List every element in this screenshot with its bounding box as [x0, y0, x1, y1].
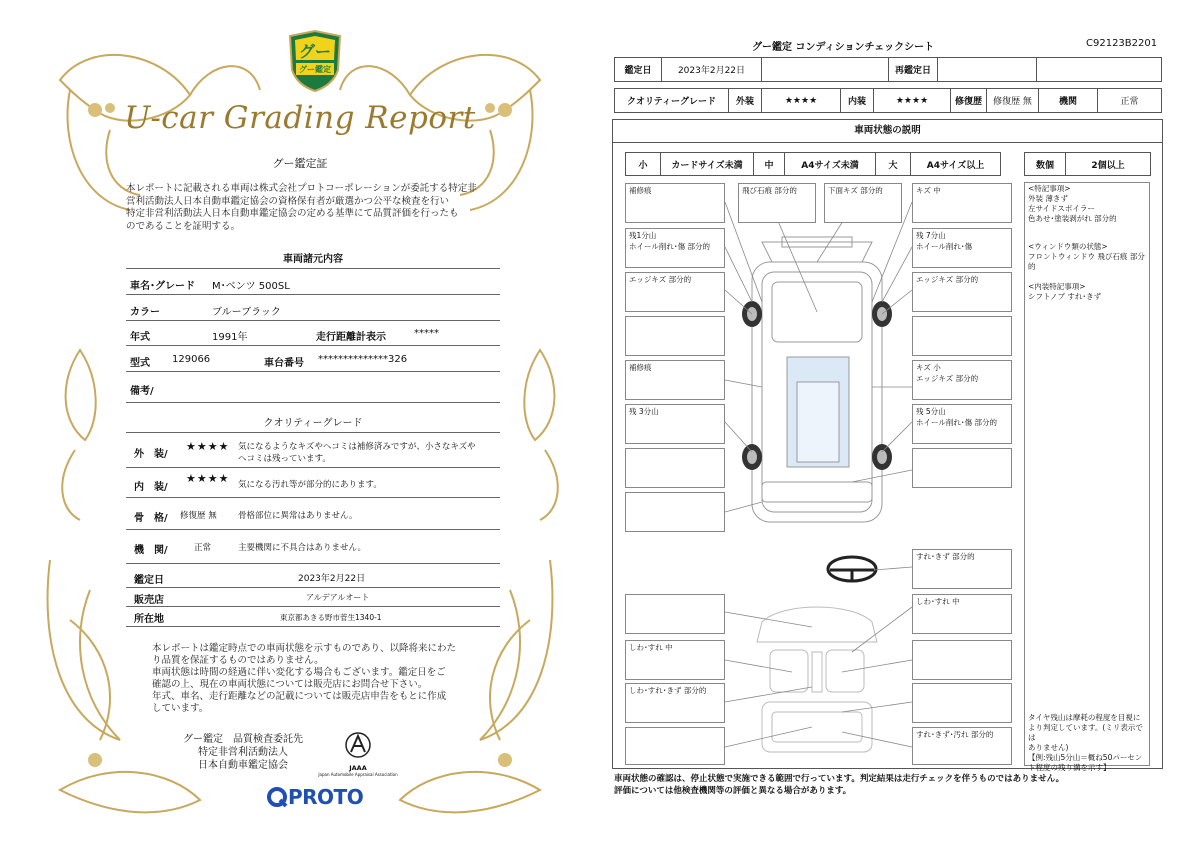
intro-line: 特定非営利活動法人日本自動車鑑定協会の定める基準にて品質評価を行ったも [126, 208, 459, 219]
intro-paragraph [126, 183, 506, 233]
exterior-text: ヘコミは残っています。 [238, 454, 331, 464]
interior-diagram [757, 607, 877, 752]
year-value: 1991年 [212, 332, 248, 343]
jaaa-text: JAAA [349, 764, 367, 772]
info-row-address [126, 607, 500, 627]
date-value: 2023年2月22日 [298, 574, 366, 584]
damage-box [912, 448, 1012, 488]
spec-header: 車両諸元内容 [283, 254, 343, 265]
goo-kantei-logo [286, 30, 344, 92]
issuer-line: 特定非営利活動法人 [198, 747, 288, 758]
damage-text: ホイール削れ･傷 部分的 [629, 242, 710, 251]
damage-box [912, 183, 1012, 223]
ext-label: 外装 [728, 88, 762, 113]
size-large: 大 [875, 152, 911, 176]
size-large-desc: A4サイズ以上 [910, 152, 1001, 176]
section-title: 車両状態の説明 [612, 119, 1163, 143]
tire-note-line: より判定しています。(ミリ表示では [1028, 723, 1143, 742]
disclaimer-line: 確認の上、現在の車両状態については販売店にお問合せ下さい。 [152, 679, 428, 690]
int-label: 内装 [840, 88, 874, 113]
intro-line: 営利活動法人日本自動車鑑定協会の資格保有者が厳選かつ公平な検査を行い [126, 195, 450, 207]
spec-row-name [126, 270, 500, 295]
engine-label: 機 関/ [134, 545, 168, 556]
date-label: 鑑定日 [614, 57, 662, 82]
disclaimer-line: しています。 [152, 703, 209, 714]
grade-row-interior [126, 468, 500, 498]
model-value: 129066 [172, 354, 211, 365]
note-spacer [1028, 224, 1150, 242]
info-row-dealer [126, 588, 500, 607]
note-line: フロントウィンドウ 飛び石痕 部分的 [1028, 252, 1145, 271]
footer-note-2: 評価については他検査機関等の評価と異なる場合があります。 [614, 786, 852, 796]
logo-text: グー鑑定 [299, 65, 331, 74]
grade-row-engine [126, 530, 500, 564]
proto-logo [266, 784, 363, 810]
certificate-subtitle: グー鑑定証 [272, 157, 328, 170]
damage-text: 残 3分山 [629, 407, 659, 416]
damage-box [912, 727, 1012, 765]
proto-q-icon [266, 786, 288, 808]
damage-text: すれ･きず 部分的 [916, 552, 975, 561]
jaaa-emblem-icon [343, 730, 373, 760]
repair-value: 修復歴 無 [986, 88, 1039, 113]
damage-box [625, 727, 725, 765]
qg-label: クオリティーグレード [614, 88, 729, 113]
damage-text: 補修痕 [629, 186, 652, 195]
report-title: U-car Grading Report [124, 100, 476, 136]
steering-wheel-icon [828, 557, 876, 581]
spec-row-remarks [126, 373, 500, 403]
date-label: 鑑定日 [134, 575, 164, 586]
frame-value: 修復歴 無 [180, 511, 217, 521]
exterior-stars: ★★★★ [186, 440, 230, 453]
mileage-value: ***** [414, 328, 439, 339]
engine-value: 正常 [1097, 88, 1162, 113]
note-line: シフトノブ すれ･きず [1028, 292, 1102, 301]
damage-box [625, 228, 725, 268]
damage-text: 補修痕 [629, 363, 652, 372]
engine-value: 正常 [194, 543, 212, 553]
note-line: 左サイドスポイラー [1028, 204, 1095, 213]
damage-text: キズ 中 [916, 186, 941, 195]
name-label: 車名･グレード [130, 281, 195, 292]
redate-value-cell [1036, 57, 1162, 82]
intro-line: 本レポートに記載される車両は株式会社プロトコーポレーションが委託する特定非 [126, 183, 477, 194]
issuer-line: グー鑑定 品質検査委託先 [183, 734, 303, 745]
damage-box [912, 683, 1012, 723]
note-line: <特記事項> [1028, 184, 1071, 193]
repair-label: 修復歴 [950, 88, 987, 113]
damage-box [625, 404, 725, 444]
disclaimer [152, 643, 482, 715]
year-label: 年式 [130, 332, 150, 343]
damage-box [824, 183, 902, 223]
damage-text: ホイール削れ･傷 [916, 242, 973, 251]
damage-box [625, 183, 725, 223]
disclaimer-line: 年式、車名、走行距離などの記載については販売店申告をもとに作成 [152, 691, 447, 702]
damage-box [738, 183, 816, 223]
vin-label: 車台番号 [264, 358, 304, 369]
vin-value: **************326 [318, 354, 408, 365]
damage-text: 残 5分山 [916, 407, 946, 416]
damage-box [625, 683, 725, 723]
engine-text: 主要機関に不具合はありません。 [238, 543, 367, 553]
size-mid-desc: A4サイズ未満 [784, 152, 876, 176]
note-line: <内装特記事項> [1028, 282, 1086, 291]
damage-text: エッジキズ 部分的 [629, 275, 692, 284]
damage-text: ホイール削れ･傷 部分的 [916, 418, 997, 427]
damage-text: しわ･すれ 中 [629, 643, 673, 652]
leader-lines [725, 202, 912, 747]
damage-text: エッジキズ 部分的 [916, 374, 979, 383]
special-notes [1028, 184, 1150, 302]
damage-text: 残 7分山 [916, 231, 946, 240]
note-line: <ウィンドウ類の状態> [1028, 242, 1108, 251]
damage-box [625, 594, 725, 634]
spec-row-year [126, 321, 500, 346]
damage-text: しわ･すれ 中 [916, 597, 960, 606]
divider [126, 268, 500, 269]
damage-box [912, 640, 1012, 680]
ext-stars: ★★★★ [761, 88, 841, 113]
sheet-title: グー鑑定 コンディションチェックシート [752, 42, 935, 53]
damage-text: しわ･すれ･きず 部分的 [629, 686, 707, 695]
interior-text: 気になる汚れ等が部分的にあります。 [238, 480, 382, 490]
damage-box [912, 360, 1012, 400]
issuer-block [178, 733, 308, 772]
damage-box [912, 316, 1012, 356]
address-value: 東京都あきる野市菅生1340-1 [280, 613, 382, 622]
sheet-code: C92123B2201 [1086, 38, 1158, 49]
damage-box [912, 272, 1012, 312]
spec-row-model [126, 347, 500, 372]
grade-row-exterior [126, 434, 500, 468]
int-stars: ★★★★ [873, 88, 951, 113]
color-value: ブルーブラック [212, 307, 281, 318]
interior-label: 内 装/ [134, 482, 168, 493]
damage-box [625, 272, 725, 312]
model-label: 型式 [130, 358, 150, 369]
note-spacer [1028, 272, 1150, 282]
frame-text: 骨格部位に異常はありません。 [238, 511, 358, 521]
damage-text: キズ 小 [916, 363, 941, 372]
engine-label: 機関 [1038, 88, 1098, 113]
damage-text: 飛び石痕 部分的 [742, 186, 797, 195]
dealer-value: アルデアルオート [306, 593, 370, 602]
disclaimer-line: 車両状態は時間の経過に伴い変化する場合もございます。鑑定日をご [152, 667, 446, 678]
damage-box [625, 448, 725, 488]
damage-box [625, 640, 725, 680]
size-count-desc: 2個以上 [1065, 152, 1151, 176]
exterior-label: 外 装/ [134, 449, 168, 460]
grade-header: クオリティーグレード [263, 418, 363, 429]
grade-row-frame [126, 498, 500, 530]
jaaa-subtext: Japan Automobile Appraisal Association [318, 772, 398, 777]
size-small-desc: カードサイズ未満 [660, 152, 754, 176]
damage-text: 残1分山 [629, 231, 657, 240]
tire-note-line: 【例:残山5分山＝概ね50パーセン [1028, 753, 1143, 762]
mileage-label: 走行距離計表示 [316, 332, 386, 343]
spec-row-color [126, 296, 500, 321]
note-line: 色あせ･塗装剥がれ 部分的 [1028, 214, 1117, 223]
note-line: 外装 薄きず [1028, 194, 1068, 203]
damage-box [625, 492, 725, 532]
size-mid: 中 [753, 152, 785, 176]
size-count: 数個 [1024, 152, 1066, 176]
name-value: M･ベンツ 500SL [212, 281, 290, 292]
proto-text: PROTO [288, 785, 364, 809]
remarks-label: 備考/ [130, 386, 154, 397]
disclaimer-line: 本レポートは鑑定時点での車両状態を示すものであり、以降将来にわた [152, 643, 457, 654]
address-label: 所在地 [134, 614, 164, 625]
disclaimer-line: り品質を保証するものではありません。 [152, 655, 324, 666]
exterior-text: 気になるようなキズやヘコミは補修済みですが、小さなキズや [238, 442, 476, 452]
damage-box [912, 594, 1012, 634]
interior-stars: ★★★★ [186, 472, 230, 485]
tire-note-line: タイヤ残山は摩耗の程度を目視に [1028, 713, 1141, 722]
divider [126, 432, 500, 433]
dealer-label: 販売店 [134, 595, 164, 606]
tire-note [1028, 713, 1150, 773]
issuer-line: 日本自動車鑑定協会 [198, 760, 288, 771]
damage-box [625, 316, 725, 356]
color-label: カラー [130, 307, 160, 318]
damage-box [625, 360, 725, 400]
date-value: 2023年2月22日 [661, 57, 762, 82]
damage-text: すれ･きず･汚れ 部分的 [916, 730, 994, 739]
footer-note-1: 車両状態の確認は、停止状態で実施できる範囲で行っています。判定結果は走行チェックを伴うものではありません。 [614, 774, 1065, 784]
jaaa-logo [318, 730, 398, 777]
damage-box [912, 404, 1012, 444]
tire-note-line: ト程度の残り溝を示す】 [1028, 763, 1111, 772]
intro-line: のであることを証明する。 [126, 220, 241, 232]
damage-text: 下面キズ 部分的 [828, 186, 883, 195]
damage-box [912, 228, 1012, 268]
damage-box [912, 549, 1012, 589]
frame-label: 骨 格/ [134, 513, 168, 524]
svg-text:グー: グー [298, 42, 332, 61]
info-row-date [126, 566, 500, 588]
redate-label: 再鑑定日 [888, 57, 938, 82]
size-small: 小 [625, 152, 661, 176]
damage-text: エッジキズ 部分的 [916, 275, 979, 284]
tire-note-line: ありません) [1028, 743, 1069, 752]
